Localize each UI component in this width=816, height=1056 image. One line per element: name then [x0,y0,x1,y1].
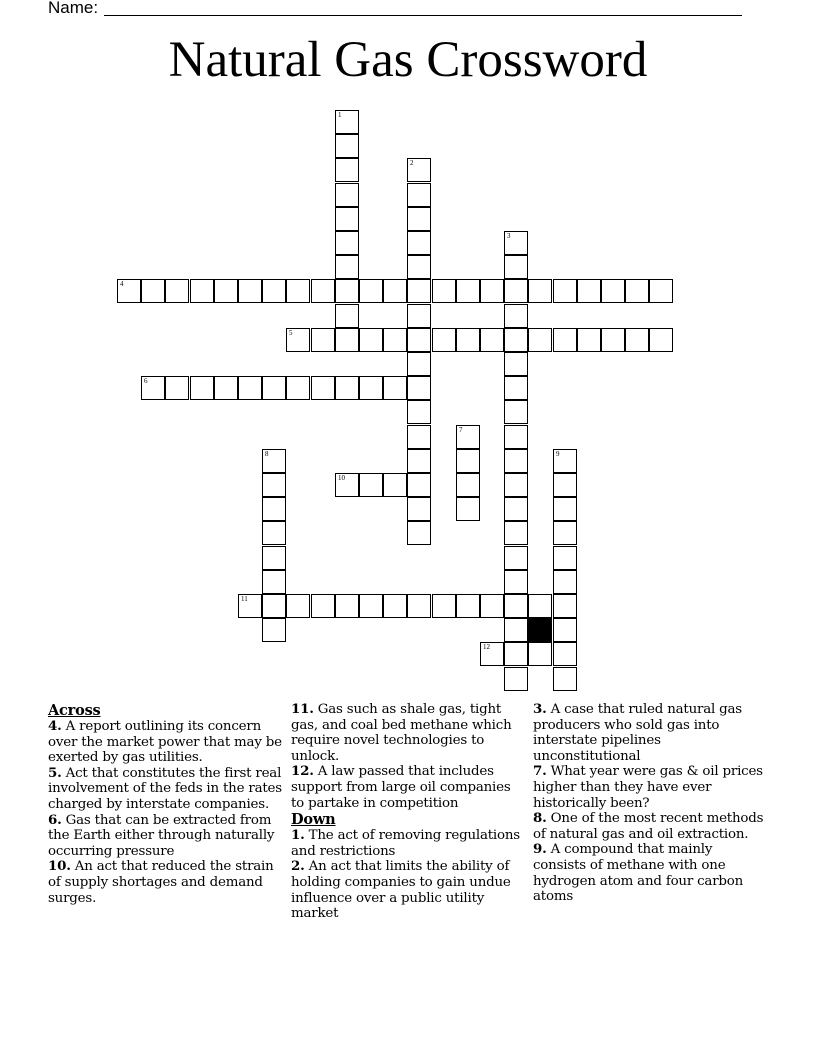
grid-cell[interactable] [407,279,431,303]
grid-cell[interactable] [553,594,577,618]
grid-cell[interactable] [553,497,577,521]
grid-cell[interactable] [383,376,407,400]
grid-cell[interactable] [432,594,456,618]
grid-cell[interactable] [214,376,238,400]
grid-cell[interactable] [262,376,286,400]
grid-cell[interactable] [504,473,528,497]
clue-number-label: 9 [556,450,560,458]
grid-cell[interactable] [407,400,431,424]
grid-cell[interactable] [286,376,310,400]
clue-number-label: 5 [289,329,293,337]
grid-cell[interactable] [262,497,286,521]
clue-number-label: 2 [410,159,414,167]
grid-cell[interactable] [504,304,528,328]
grid-cell[interactable] [407,352,431,376]
grid-cell[interactable] [141,279,165,303]
grid-cell[interactable] [480,594,504,618]
clue-down-2: 2. An act that limits the ability of holding companies to gain undue influence over a public utility market [291,858,511,922]
grid-cell[interactable] [432,279,456,303]
grid-cell[interactable] [625,279,649,303]
grid-cell[interactable] [504,642,528,666]
down-heading: Down [291,811,336,829]
grid-cell[interactable] [504,255,528,279]
grid-cell[interactable] [383,594,407,618]
grid-cell[interactable] [383,279,407,303]
grid-cell[interactable] [407,183,431,207]
clue-down-8: 8. One of the most recent methods of natural gas and oil extraction. [533,810,764,842]
clue-column-1 [48,702,283,906]
grid-cell[interactable] [262,473,286,497]
clue-across-4: 4. A report outlining its concern over the market power that may be exerted by gas utilities. [48,718,282,766]
grid-cell[interactable] [480,279,504,303]
clue-number-label: 4 [120,280,124,288]
grid-cell[interactable] [262,546,286,570]
grid-cell[interactable] [311,328,335,352]
grid-cell[interactable] [553,279,577,303]
grid-cell[interactable] [456,328,480,352]
grid-cell[interactable] [480,642,504,666]
grid-cell[interactable] [504,352,528,376]
grid-cell[interactable] [214,279,238,303]
clue-column-3 [533,702,768,905]
name-label: Name: [48,0,99,17]
grid-cell[interactable] [528,279,552,303]
grid-cell[interactable] [383,473,407,497]
grid-cell[interactable] [456,473,480,497]
grid-cell[interactable] [407,521,431,545]
clue-down-9: 9. A compound that mainly consists of methane with one hydrogen atom and four carbon atoms [533,841,744,905]
grid-cell[interactable] [553,328,577,352]
grid-cell[interactable] [407,449,431,473]
grid-cell[interactable] [262,521,286,545]
grid-cell[interactable] [359,328,383,352]
grid-cell[interactable] [407,304,431,328]
grid-cell[interactable] [238,594,262,618]
grid-cell[interactable] [456,449,480,473]
grid-cell[interactable] [286,594,310,618]
grid-cell[interactable] [262,279,286,303]
across-heading: Across [48,702,101,719]
clue-number-label: 7 [459,426,463,434]
clue-across-10: 10. An act that reduced the strain of supply shortages and demand surges. [48,858,274,906]
grid-cell[interactable] [335,158,359,182]
grid-cell[interactable] [407,231,431,255]
grid-cell[interactable] [504,497,528,521]
grid-cell[interactable] [165,376,189,400]
grid-cell[interactable] [262,449,286,473]
clue-across-12: 12. A law passed that includes support from large oil companies to partake in competition [291,763,511,811]
grid-cell[interactable] [383,328,407,352]
grid-cell[interactable] [335,376,359,400]
grid-cell[interactable] [335,183,359,207]
grid-cell[interactable] [165,279,189,303]
grid-cell[interactable] [504,521,528,545]
grid-cell[interactable] [262,570,286,594]
grid-cell[interactable] [238,279,262,303]
grid-cell[interactable] [407,328,431,352]
grid-cell[interactable] [359,279,383,303]
grid-cell[interactable] [335,279,359,303]
grid-cell[interactable] [456,425,480,449]
clue-number-label: 8 [265,450,269,458]
grid-cell[interactable] [432,328,456,352]
grid-cell[interactable] [553,642,577,666]
grid-cell[interactable] [335,231,359,255]
page-title: Natural Gas Crossword [168,32,648,88]
grid-cell[interactable] [577,279,601,303]
grid-cell[interactable] [504,449,528,473]
grid-cell[interactable] [504,425,528,449]
grid-cell[interactable] [407,376,431,400]
grid-cell[interactable] [625,328,649,352]
grid-cell[interactable] [335,110,359,134]
grid-cell[interactable] [504,400,528,424]
grid-cell[interactable] [553,546,577,570]
clue-down-1: 1. The act of removing regulations and restrictions [291,827,520,859]
grid-cell[interactable] [553,667,577,691]
grid-cell[interactable] [456,594,480,618]
clue-number-label: 10 [338,474,345,482]
grid-cell[interactable] [335,255,359,279]
grid-cell[interactable] [335,594,359,618]
grid-cell[interactable] [407,473,431,497]
grid-cell[interactable] [528,642,552,666]
clue-down-7: 7. What year were gas & oil prices higher than they have ever historically been? [533,763,763,811]
grid-cell[interactable] [190,279,214,303]
grid-cell[interactable] [407,497,431,521]
grid-cell[interactable] [335,134,359,158]
grid-cell[interactable] [480,328,504,352]
grid-cell[interactable] [601,279,625,303]
grid-cell[interactable] [553,449,577,473]
grid-cell[interactable] [262,618,286,642]
grid-cell[interactable] [311,594,335,618]
grid-cell[interactable] [117,279,141,303]
clue-down-3: 3. A case that ruled natural gas producers who sold gas into interstate pipelines unconstitutional [533,701,742,764]
grid-cell[interactable] [335,207,359,231]
grid-cell[interactable] [504,376,528,400]
grid-cell[interactable] [359,594,383,618]
grid-cell[interactable] [577,328,601,352]
grid-cell[interactable] [456,279,480,303]
grid-cell[interactable] [407,425,431,449]
grid-cell[interactable] [553,521,577,545]
grid-cell[interactable] [335,328,359,352]
grid-cell[interactable] [456,497,480,521]
clue-number-label: 12 [483,643,490,651]
grid-cell[interactable] [359,473,383,497]
grid-cell[interactable] [238,376,262,400]
grid-cell[interactable] [286,328,310,352]
clue-across-5: 5. Act that constitutes the first real involvement of the feds in the rates charged by interstate companies. [48,764,282,812]
grid-cell[interactable] [553,473,577,497]
clue-number-label: 11 [241,595,248,603]
grid-cell[interactable] [504,546,528,570]
grid-cell[interactable] [601,328,625,352]
grid-cell[interactable] [359,376,383,400]
grid-cell[interactable] [190,376,214,400]
grid-cell[interactable] [407,207,431,231]
grid-cell[interactable] [407,594,431,618]
grid-cell[interactable] [553,570,577,594]
clue-number-label: 6 [144,377,148,385]
grid-cell[interactable] [407,158,431,182]
clue-number-label: 1 [338,111,342,119]
grid-cell[interactable] [504,328,528,352]
clue-across-6: 6. Gas that can be extracted from the Earth either through naturally occurring pressure [48,811,275,859]
grid-cell[interactable] [504,618,528,642]
grid-cell[interactable] [504,594,528,618]
grid-cell[interactable] [262,594,286,618]
grid-cell[interactable] [649,279,673,303]
grid-cell[interactable] [553,618,577,642]
grid-cell[interactable] [504,231,528,255]
grid-cell[interactable] [649,328,673,352]
grid-cell[interactable] [407,255,431,279]
grid-cell[interactable] [141,376,165,400]
grid-cell[interactable] [311,376,335,400]
black-cell [528,618,552,642]
grid-cell[interactable] [286,279,310,303]
grid-cell[interactable] [504,279,528,303]
grid-cell[interactable] [335,473,359,497]
grid-cell[interactable] [311,279,335,303]
clue-across-11: 11. Gas such as shale gas, tight gas, and coal bed methane which require novel technologies to unlock. [291,701,512,764]
clue-number-label: 3 [507,232,511,240]
grid-cell[interactable] [528,328,552,352]
grid-cell[interactable] [335,304,359,328]
grid-cell[interactable] [528,594,552,618]
grid-cell[interactable] [504,667,528,691]
grid-cell[interactable] [504,570,528,594]
clue-column-2 [291,702,526,922]
